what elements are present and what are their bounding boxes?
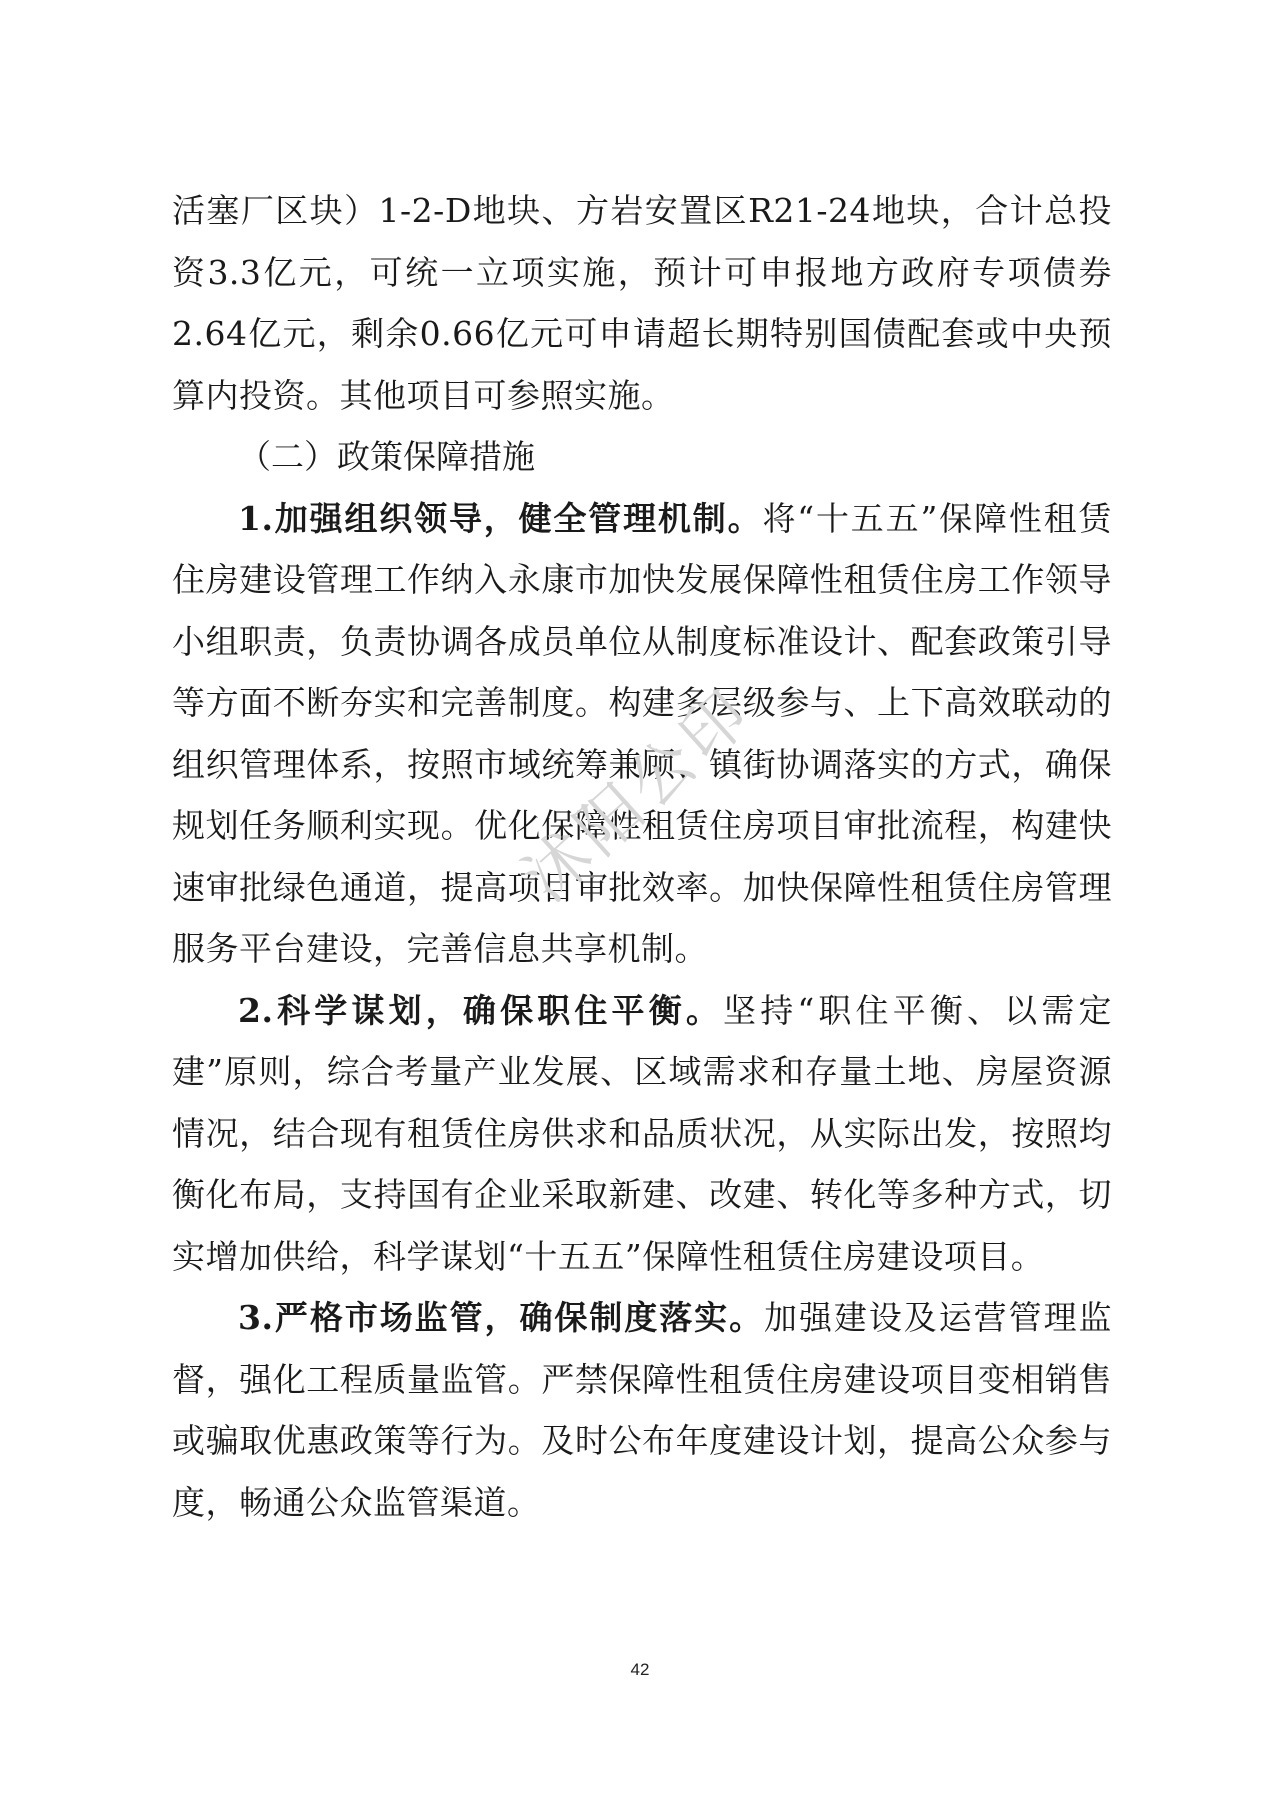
paragraph-item-3 [172, 1287, 1112, 1533]
watermark: 沭阳公印 [510, 673, 768, 917]
paragraph-text: 活塞厂区块）1-2-D地块、方岩安置区R21-24地块，合计总投资3.3亿元，可统一立项实施，预计可申报地方政府专项债券2.64亿元，剩余0.66亿元可申请超长期特别国债配套或中央预算内投资。其他项目可参照实施。 [172, 191, 1112, 415]
paragraph-text: 坚持“职住平衡、以需定建”原则，综合考量产业发展、区域需求和存量土地、房屋资源情况，结合现有租赁住房供求和品质状况，从实际出发，按照均衡化布局，支持国有企业采取新建、改建、转化等多种方式，切实增加供给，科学谋划“十五五”保障性租赁住房建设项目。 [172, 990, 1112, 1276]
paragraph-text: 加强建设及运营管理监督，强化工程质量监管。严禁保障性租赁住房建设项目变相销售或骗取优惠政策等行为。及时公布年度建设计划，提高公众参与度，畅通公众监管渠道。 [172, 1298, 1113, 1522]
paragraph-lead: 3.严格市场监管，确保制度落实。 [238, 1298, 765, 1337]
section-heading-text: （二）政策保障措施 [238, 437, 535, 476]
page-number: 42 [630, 1660, 650, 1679]
paragraph-text: 将“十五五”保障性租赁住房建设管理工作纳入永康市加快发展保障性租赁住房工作领导小组职责，负责协调各成员单位从制度标准设计、配套政策引导等方面不断夯实和完善制度。构建多层级参与、上下高效联动的组织管理体系，按照市域统筹兼顾、镇街协调落实的方式，确保规划任务顺利实现。优化保障性租赁住房项目审批流程，构建快速审批绿色通道，提高项目审批效率。加快保障性租赁住房管理服务平台建设，完善信息共享机制。 [172, 498, 1112, 968]
paragraph-continuation [172, 180, 1112, 426]
paragraph-lead: 2.科学谋划，确保职住平衡。 [238, 990, 724, 1030]
paragraph-item-2 [172, 980, 1112, 1288]
paragraph-lead: 1.加强组织领导，健全管理机制。 [238, 498, 763, 538]
section-heading [172, 426, 1112, 488]
paragraph-item-1 [172, 488, 1112, 980]
document-body [172, 180, 1112, 1533]
